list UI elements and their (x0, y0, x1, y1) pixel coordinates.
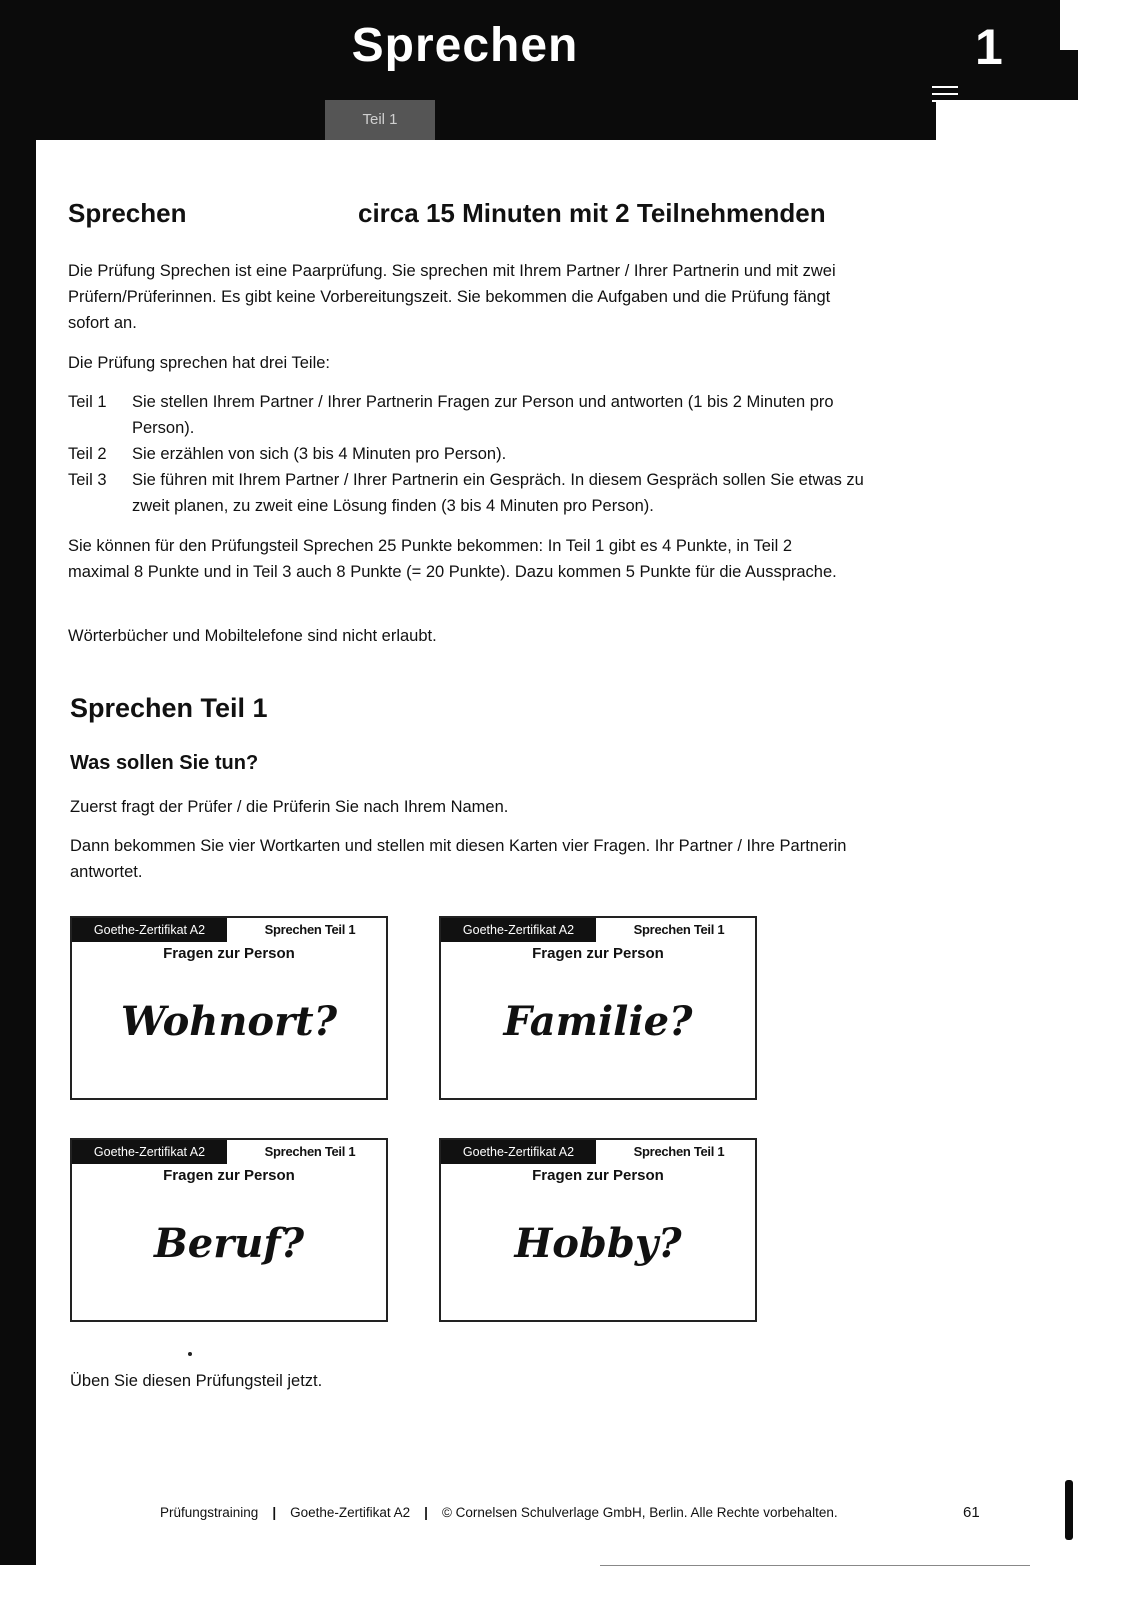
word-card (439, 916, 757, 1100)
practice-note: Üben Sie diesen Prüfungsteil jetzt. (70, 1372, 323, 1390)
card-word: Wohnort? (120, 998, 338, 1045)
card-exam-label: Goethe-Zertifikat A2 (441, 918, 596, 942)
teil1-subheading: Was sollen Sie tun? (70, 752, 259, 774)
card-exam-label: Goethe-Zertifikat A2 (72, 1140, 227, 1164)
part-text: Sie stellen Ihrem Partner / Ihrer Partnerin Fragen zur Person und antworten (1 bis 2 Minuten pro Person). (132, 393, 834, 437)
card-part-label: Sprechen Teil 1 (633, 1144, 725, 1159)
footer-separator: | (424, 1505, 428, 1520)
header-strip (36, 100, 936, 140)
card-word: Familie? (503, 998, 693, 1045)
page-title: Sprechen (351, 19, 579, 72)
part-text: Sie erzählen von sich (3 bis 4 Minuten pro Person). (132, 445, 507, 463)
intro-paragraph: Die Prüfung Sprechen ist eine Paarprüfung. Sie sprechen mit Ihrem Partner / Ihrer Partnerin und mit zwei Prüfern/Prüferinnen. Es gibt keine Vorbereitungszeit. Sie bekommen die Aufgaben und die Prüfung fängt sofort an. (68, 262, 836, 332)
footer-series: Prüfungstraining (160, 1505, 259, 1520)
page-number: 61 (963, 1504, 980, 1521)
dictionary-note: Wörterbücher und Mobiltelefone sind nicht erlaubt. (68, 627, 437, 645)
footer-exam: Goethe-Zertifikat A2 (290, 1505, 411, 1520)
word-card (70, 916, 388, 1100)
card-word: Hobby? (514, 1220, 682, 1267)
word-card (70, 1138, 388, 1322)
left-edge-bar (0, 95, 36, 1565)
points-paragraph: Sie können für den Prüfungsteil Sprechen 25 Punkte bekommen: In Teil 1 gibt es 4 Punkte, in Teil 2 maximal 8 Punkte und in Teil 3 auch 8 Punkte (= 20 Punkte). Dazu kommen 5 Punkte für die Aussprache. (68, 537, 837, 581)
word-card (439, 1138, 757, 1322)
duration-heading: circa 15 Minuten mit 2 Teilnehmenden (358, 198, 826, 228)
part-row (68, 441, 868, 467)
section-tab: Teil 1 (362, 111, 398, 128)
card-word: Beruf? (153, 1220, 305, 1267)
chapter-number: 1 (975, 19, 1003, 75)
menu-lines-icon (932, 86, 958, 102)
card-exam-label: Goethe-Zertifikat A2 (441, 1140, 596, 1164)
footer (160, 1505, 920, 1520)
part-text: Sie führen mit Ihrem Partner / Ihrer Partnerin ein Gespräch. In diesem Gespräch sollen Sie etwas zu zweit planen, zu zweit eine Lösung finden (3 bis 4 Minuten pro Person). (132, 471, 864, 515)
second-instruction: Dann bekommen Sie vier Wortkarten und stellen mit diesen Karten vier Fragen. Ihr Partner / Ihre Partnerin antwortet. (70, 837, 847, 881)
section-heading: Sprechen (68, 198, 187, 228)
bottom-rule (600, 1565, 1030, 1566)
footer-copyright: © Cornelsen Schulverlage GmbH, Berlin. Alle Rechte vorbehalten. (441, 1505, 838, 1520)
footer-separator: | (272, 1505, 277, 1520)
card-part-label: Sprechen Teil 1 (633, 922, 725, 937)
card-topic: Fragen zur Person (532, 1167, 664, 1184)
card-exam-label: Goethe-Zertifikat A2 (72, 918, 227, 942)
card-topic: Fragen zur Person (163, 945, 295, 962)
bullet-dot (188, 1352, 192, 1356)
part-row (68, 467, 868, 519)
card-part-label: Sprechen Teil 1 (264, 922, 356, 937)
card-topic: Fragen zur Person (532, 945, 664, 962)
page-edge-mark (1065, 1480, 1073, 1540)
part-label: Teil 2 (68, 445, 107, 463)
part-row (68, 389, 868, 441)
card-topic: Fragen zur Person (163, 1167, 295, 1184)
first-instruction: Zuerst fragt der Prüfer / die Prüferin Sie nach Ihrem Namen. (70, 798, 509, 816)
part-label: Teil 1 (68, 393, 107, 411)
card-part-label: Sprechen Teil 1 (264, 1144, 356, 1159)
parts-intro: Die Prüfung sprechen hat drei Teile: (68, 354, 331, 372)
part-label: Teil 3 (68, 471, 107, 489)
teil1-heading: Sprechen Teil 1 (70, 693, 268, 723)
chapter-tab (1052, 50, 1078, 100)
